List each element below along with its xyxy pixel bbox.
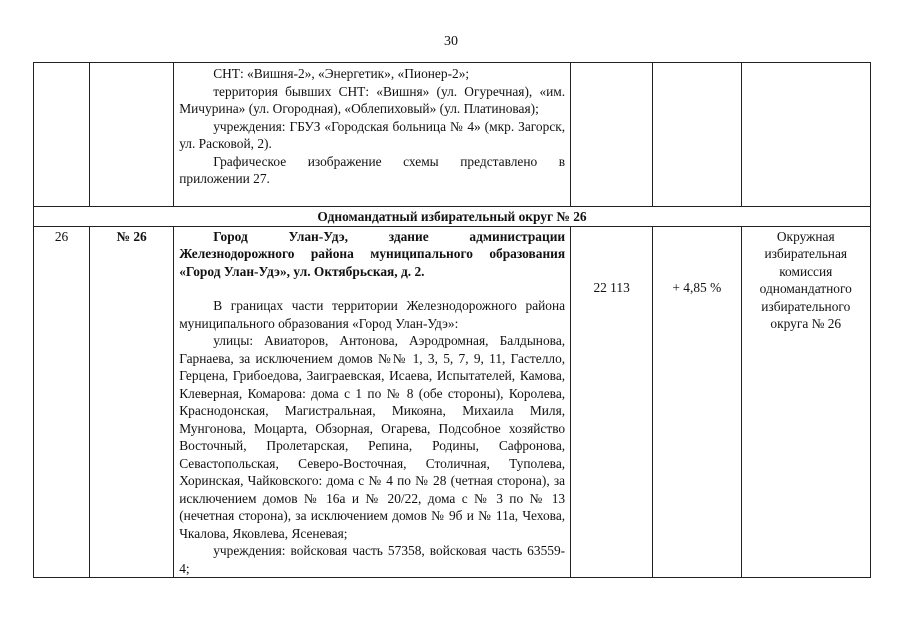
district-number: 26: [34, 226, 90, 578]
cell-deviation: [653, 226, 741, 578]
table-row-district-26: [34, 226, 871, 578]
description-paragraph: Графическое изображение схемы представлено в приложении 27.: [179, 153, 566, 186]
district-name: № 26: [90, 226, 174, 578]
deviation-value: + 4,85 %: [672, 279, 722, 295]
cell-description: [174, 63, 571, 207]
district-commission: Окружная избирательная комиссия одномандатного избирательного округа № 26: [741, 226, 870, 578]
cell-name: [90, 63, 174, 207]
description-paragraph: В границах части территории Железнодорожного района муниципального образования «Город Улан-Удэ»:: [179, 298, 566, 331]
description-paragraph: учреждения: войсковая часть 57358, войсковая часть 63559-4;: [179, 543, 566, 576]
voters-count: 22 113: [593, 279, 630, 295]
description-paragraph: территория бывших СНТ: «Вишня» (ул. Огуречная), «им. Мичурина» (ул. Огородная), «Облепиховый» (ул. Платиновая);: [179, 83, 566, 116]
table-row-continued: [34, 63, 871, 207]
district-headquarters: Город Улан-Удэ, здание администрации Железнодорожного района муниципального образования «Город Улан-Удэ», ул. Октябрьская, д. 2.: [179, 228, 566, 279]
description-paragraph: СНТ: «Вишня-2», «Энергетик», «Пионер-2»;: [213, 66, 470, 81]
cell-number: [34, 63, 90, 207]
cell-deviation: [653, 63, 741, 207]
cell-commission: [741, 63, 870, 207]
district-header-row: [34, 207, 871, 227]
cell-description: [174, 226, 571, 578]
page-number: 30: [444, 34, 458, 49]
district-table: [33, 62, 871, 578]
description-paragraph: улицы: Авиаторов, Антонова, Аэродромная, Балдынова, Гарнаева, за исключением домов №№ 1, 3, 5, 7, 9, 11, Гастелло, Герцена, Грибоедова, Заиграевская, Исаева, Испытателей, Камова, Клеверная, Комарова: дома с 1 по № 8 (обе стороны), Королева, Краснодонская, Магистральная, Микояна, Михаила Миля, Мунгонова, Моцарта, Обзорная, Огарева, Подсобное хозяйство Восточный, Пролетарская, Репина, Родины, Сафронова, Севастопольская, Северо-Восточная, Столичная, Туполева, Хоринская, Чайковского: дома с № 4 по № 28 (четная сторона), за исключением домов № 16а и № 20/22, дома с № 3 по № 13 (нечетная сторона), за исключением домов № 9б и № 11а, Чехова, Чкалова, Яковлева, Ясеневая;: [179, 333, 566, 541]
cell-voters: [571, 226, 653, 578]
district-header: Одномандатный избирательный округ № 26: [34, 207, 871, 227]
description-paragraph: учреждения: ГБУЗ «Городская больница № 4» (мкр. Загорск, ул. Расковой, 2).: [179, 118, 566, 151]
cell-voters: [571, 63, 653, 207]
